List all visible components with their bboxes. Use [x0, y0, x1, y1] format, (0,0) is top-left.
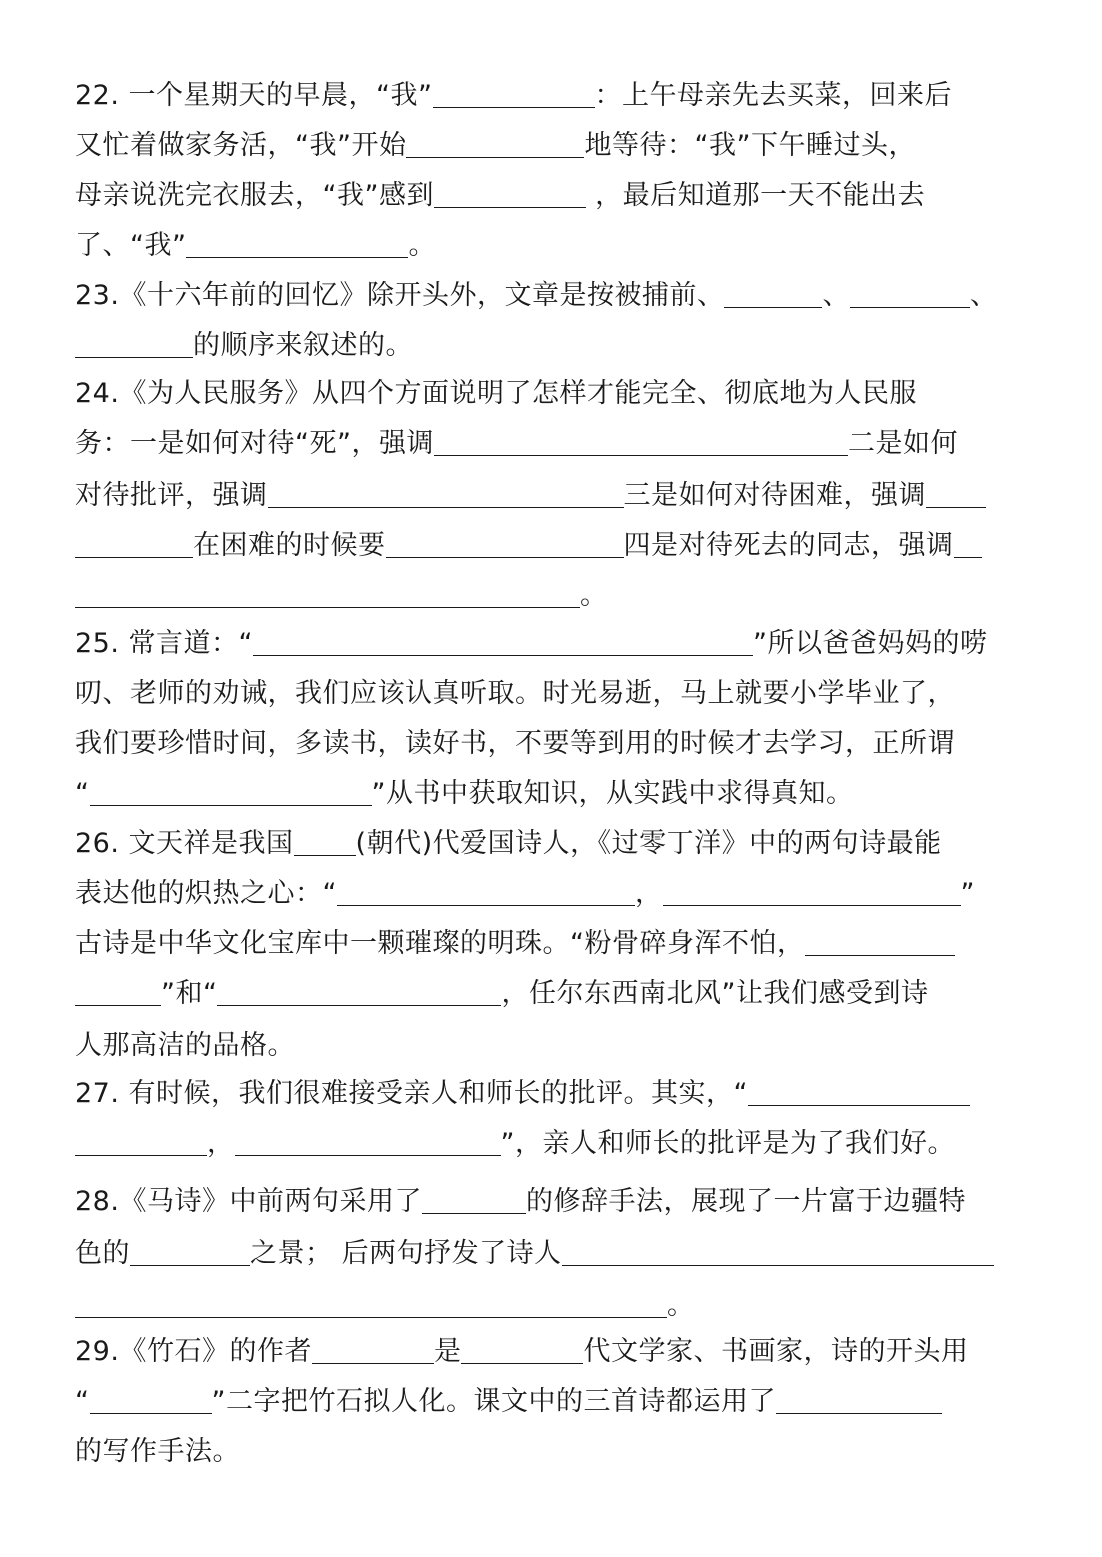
question-text: 又忙着做家务活，“我”开始 [75, 130, 407, 161]
question-line [75, 1332, 968, 1372]
question-text: 母亲说洗完衣服去，“我”感到 [75, 180, 434, 211]
answer-blank[interactable] [75, 577, 580, 608]
question-text: ”，亲人和师长的批评是为了我们好。 [500, 1128, 955, 1159]
answer-blank[interactable] [562, 1235, 994, 1266]
answer-blank[interactable] [805, 925, 955, 956]
question-text: 。 [408, 230, 436, 261]
answer-blank[interactable] [663, 875, 961, 906]
question-text: 代文学家、书画家，诗的开头用 [583, 1336, 969, 1367]
answer-blank[interactable] [75, 975, 161, 1006]
question-line [75, 424, 958, 464]
question-line [75, 674, 955, 714]
question-line [75, 326, 413, 366]
answer-blank[interactable] [433, 77, 595, 108]
question-line [75, 874, 975, 914]
answer-blank[interactable] [337, 875, 635, 906]
answer-blank[interactable] [294, 825, 356, 856]
question-line [75, 276, 997, 316]
question-text: ”和“ [161, 978, 218, 1009]
answer-blank[interactable] [253, 625, 753, 656]
answer-blank[interactable] [386, 527, 624, 558]
question-text: 23.《十六年前的回忆》除开头外，文章是按被捕前、 [75, 280, 725, 311]
question-line [75, 1382, 942, 1422]
answer-blank[interactable] [312, 1333, 434, 1364]
answer-blank[interactable] [954, 527, 982, 558]
question-text: 。 [580, 580, 608, 611]
answer-blank[interactable] [75, 1125, 207, 1156]
question-text: 三是如何对待困难，强调 [623, 480, 926, 511]
question-line [75, 126, 916, 166]
answer-blank[interactable] [724, 277, 822, 308]
question-text: ”所以爸爸妈妈的唠 [753, 628, 988, 659]
question-line [75, 1286, 695, 1326]
question-line [75, 924, 955, 964]
question-text: 24.《为人民服务》从四个方面说明了怎样才能完全、彻底地为人民服 [75, 378, 917, 409]
answer-blank[interactable] [235, 1125, 501, 1156]
question-line [75, 76, 952, 116]
question-text: ”从书中获取知识，从实践中求得真知。 [371, 778, 854, 809]
question-text: 古诗是中华文化宝库中一颗璀璨的明珠。“粉骨碎身浑不怕， [75, 928, 805, 959]
question-text: 25. 常言道：“ [75, 628, 254, 659]
question-text: 、 [969, 280, 998, 311]
question-line [75, 624, 988, 664]
question-text: 是 [433, 1336, 462, 1367]
question-text: 、 [822, 280, 850, 311]
question-text: 。 [667, 1290, 695, 1321]
answer-blank[interactable] [434, 177, 586, 208]
question-text: “ [75, 778, 90, 809]
question-text: 二是如何 [847, 428, 958, 459]
question-line [75, 774, 854, 814]
question-line [75, 576, 608, 616]
question-line [75, 724, 955, 764]
question-text: 我们要珍惜时间，多读书，读好书，不要等到用的时候才去学习，正所谓 [75, 728, 955, 759]
question-text: 地等待：“我”下午睡过头， [584, 130, 916, 161]
answer-blank[interactable] [90, 1383, 212, 1414]
question-text: 叨、老师的劝诫，我们应该认真听取。时光易逝，马上就要小学毕业了， [75, 678, 955, 709]
answer-blank[interactable] [268, 477, 624, 508]
question-line [75, 226, 436, 266]
question-line [75, 176, 925, 216]
answer-blank[interactable] [461, 1333, 583, 1364]
question-text: 务：一是如何对待“死”，强调 [75, 428, 434, 459]
question-text: 表达他的炽热之心：“ [75, 878, 337, 909]
question-text: ， [207, 1128, 235, 1159]
question-text: 色的 [75, 1238, 130, 1269]
question-text: ， [635, 878, 663, 909]
question-line [75, 526, 982, 566]
answer-blank[interactable] [748, 1075, 970, 1106]
answer-blank[interactable] [75, 1287, 667, 1318]
question-text: 27. 有时候，我们很难接受亲人和师长的批评。其实，“ [75, 1078, 749, 1109]
question-text: 26. 文天祥是我国 [75, 828, 294, 859]
question-text: 22. 一个星期天的早晨，“我” [75, 80, 433, 111]
question-text: 四是对待死去的同志，强调 [623, 530, 954, 561]
question-line [75, 1234, 994, 1274]
question-line [75, 974, 928, 1014]
answer-blank[interactable] [90, 775, 372, 806]
question-line [75, 1026, 295, 1066]
question-text: 人那高洁的品格。 [75, 1030, 295, 1061]
question-line [75, 476, 986, 516]
answer-blank[interactable] [186, 227, 408, 258]
question-line [75, 374, 917, 414]
question-text: 了、“我” [75, 230, 187, 261]
question-text: 对待批评，强调 [75, 480, 268, 511]
answer-blank[interactable] [75, 527, 193, 558]
question-text: 的顺序来叙述的。 [193, 330, 413, 361]
question-text: 28.《马诗》中前两句采用了 [75, 1186, 422, 1217]
question-line [75, 824, 942, 864]
answer-blank[interactable] [75, 327, 193, 358]
question-text: ”二字把竹石拟人化。课文中的三首诗都运用了 [211, 1386, 776, 1417]
question-text: 的写作手法。 [75, 1436, 240, 1467]
question-text: (朝代)代爱国诗人，《过零丁洋》中的两句诗最能 [355, 828, 942, 859]
question-line [75, 1182, 966, 1222]
question-text: 之景； 后两句抒发了诗人 [250, 1238, 562, 1269]
answer-blank[interactable] [850, 277, 970, 308]
question-line [75, 1124, 955, 1164]
question-text: ：上午母亲先去买菜，回来后 [594, 80, 952, 111]
answer-blank[interactable] [926, 477, 986, 508]
answer-blank[interactable] [217, 975, 501, 1006]
answer-blank[interactable] [776, 1383, 942, 1414]
question-text: ，任尔东西南北风”让我们感受到诗 [501, 978, 929, 1009]
question-text: ” [960, 878, 975, 909]
answer-blank[interactable] [130, 1235, 250, 1266]
answer-blank[interactable] [434, 425, 848, 456]
question-text: 在困难的时候要 [193, 530, 386, 561]
answer-blank[interactable] [422, 1183, 526, 1214]
question-line [75, 1432, 240, 1472]
question-text: 29.《竹石》的作者 [75, 1336, 312, 1367]
question-text: 的修辞手法，展现了一片富于边疆特 [525, 1186, 966, 1217]
question-line [75, 1074, 970, 1114]
question-text: ，最后知道那一天不能出去 [585, 180, 926, 211]
answer-blank[interactable] [406, 127, 584, 158]
question-text: “ [75, 1386, 90, 1417]
